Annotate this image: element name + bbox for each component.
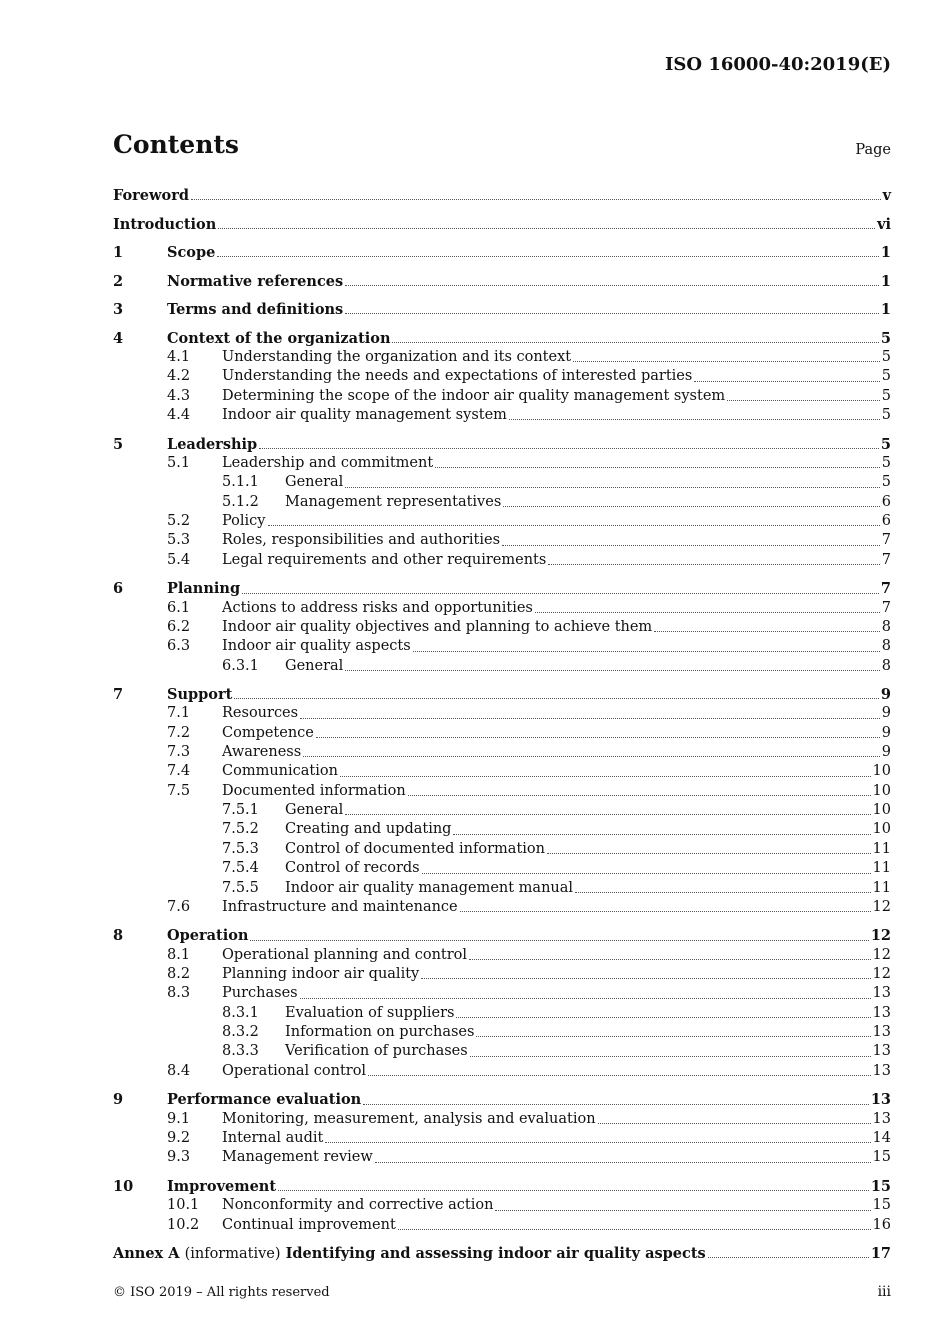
toc-entry[interactable]: [113, 637, 891, 656]
dot-leader: [694, 380, 879, 382]
toc-entry[interactable]: [113, 1129, 891, 1148]
dot-leader: [470, 1055, 871, 1057]
toc-entry-number: 7.5: [167, 782, 191, 799]
dot-leader: [345, 284, 879, 286]
toc-entry-page: 9: [880, 686, 891, 704]
toc-entry-page: 1: [880, 272, 891, 290]
toc-entry[interactable]: [113, 579, 891, 598]
toc-entry-number: 8.3.1: [222, 1004, 259, 1021]
toc-entry-title: Terms and definitions: [167, 301, 344, 319]
toc-entry[interactable]: [113, 898, 891, 917]
toc-entry-page: 11: [872, 840, 891, 857]
toc-entry-title: Management representatives: [285, 493, 502, 510]
dot-leader: [502, 544, 880, 546]
toc-entry-page: 1: [880, 301, 891, 319]
toc-entry[interactable]: [113, 300, 891, 319]
toc-entry-page: 11: [872, 879, 891, 896]
toc-entry-number: 6.3: [167, 638, 191, 655]
toc-entry-title: Resources: [222, 705, 299, 722]
toc-entry-number: 9.1: [167, 1110, 191, 1127]
toc-entry-title: Operation: [167, 927, 249, 945]
toc-entry-number: 8.4: [167, 1062, 191, 1079]
toc-entry[interactable]: [113, 762, 891, 781]
toc-entry[interactable]: [113, 1148, 891, 1167]
toc-entry-title: Nonconformity and corrective action: [222, 1197, 494, 1214]
dot-leader: [345, 813, 870, 815]
toc-entry-title: Planning: [167, 580, 241, 598]
toc-entry-annex[interactable]: [113, 1244, 891, 1263]
contents-heading: Contents: [113, 130, 240, 159]
toc-entry[interactable]: [113, 965, 891, 984]
dot-leader: [509, 418, 880, 420]
toc-entry[interactable]: [113, 186, 891, 205]
toc-entry-title: Information on purchases: [285, 1024, 475, 1041]
dot-leader: [392, 341, 878, 343]
toc-entry[interactable]: [113, 599, 891, 618]
toc-entry-page: 10: [872, 782, 891, 799]
toc-entry-number: 5: [113, 435, 124, 453]
toc-entry-page: 5: [881, 368, 891, 385]
dot-leader: [495, 1209, 870, 1211]
dot-leader: [191, 198, 881, 200]
dot-leader: [575, 891, 871, 893]
toc-entry-page: 10: [872, 821, 891, 838]
toc-entry-page: 13: [872, 985, 891, 1002]
toc-entry-title: Planning indoor air quality: [222, 966, 420, 983]
toc-entry-page: 10: [872, 763, 891, 780]
toc-entry-number: 4: [113, 329, 124, 347]
dot-leader: [435, 466, 880, 468]
toc-entry[interactable]: [113, 473, 891, 492]
toc-entry-number: 8.2: [167, 966, 191, 983]
toc-entry-page: 12: [872, 966, 891, 983]
toc-entry-title: Leadership and commitment: [222, 454, 434, 471]
dot-leader: [368, 1074, 870, 1076]
toc-entry[interactable]: [113, 1090, 891, 1109]
toc-entry-number: 6.2: [167, 618, 191, 635]
toc-entry-page: 13: [870, 1091, 891, 1109]
table-of-contents: [113, 186, 891, 1263]
toc-entry-page: 11: [872, 860, 891, 877]
dot-leader: [548, 563, 879, 565]
toc-entry-title: Roles, responsibilities and authorities: [222, 532, 501, 549]
toc-entry-number: 8.3.3: [222, 1043, 259, 1060]
dot-leader: [598, 1122, 871, 1124]
toc-entry[interactable]: [113, 801, 891, 820]
toc-entry-number: 7.5.4: [222, 860, 259, 877]
toc-entry-title: Communication: [222, 763, 338, 780]
page-column-label: Page: [855, 142, 891, 158]
toc-entry-page: 15: [870, 1177, 891, 1195]
toc-entry-page: 8: [881, 638, 891, 655]
toc-entry-title: Leadership: [167, 435, 258, 453]
toc-entry-title: General: [285, 474, 344, 491]
toc-entry-page: 9: [881, 724, 891, 741]
toc-entry[interactable]: [113, 1216, 891, 1235]
toc-entry-page: 5: [881, 474, 891, 491]
toc-entry[interactable]: [113, 1177, 891, 1196]
dot-leader: [345, 669, 879, 671]
toc-entry-number: 5.1.2: [222, 493, 259, 510]
toc-entry[interactable]: [113, 435, 891, 454]
toc-entry-page: 5: [881, 387, 891, 404]
dot-leader: [422, 872, 871, 874]
toc-entry-page: 13: [872, 1004, 891, 1021]
toc-entry[interactable]: [113, 724, 891, 743]
toc-entry-page: v: [882, 187, 891, 204]
toc-entry-number: 4.4: [167, 407, 191, 424]
toc-entry-title: Understanding the needs and expectations of interested parties: [222, 368, 693, 385]
toc-entry[interactable]: [113, 243, 891, 262]
toc-entry[interactable]: [113, 531, 891, 550]
toc-entry-page: 13: [872, 1043, 891, 1060]
toc-entry-page: 12: [872, 946, 891, 963]
toc-entry-number: 1: [113, 244, 124, 262]
toc-entry-number: 10.2: [167, 1216, 200, 1233]
toc-entry-title: Purchases: [222, 985, 298, 1002]
toc-entry[interactable]: [113, 493, 891, 512]
toc-entry[interactable]: [113, 879, 891, 898]
toc-entry-page: 7: [881, 532, 891, 549]
toc-entry-title: Foreword: [113, 187, 189, 204]
toc-entry[interactable]: [113, 782, 891, 801]
toc-entry-title: Awareness: [222, 744, 302, 761]
toc-entry-page: 6: [881, 512, 891, 529]
toc-entry-page: 1: [880, 244, 891, 262]
dot-leader: [476, 1035, 870, 1037]
toc-entry-title: Policy: [222, 512, 266, 529]
toc-entry-page: 12: [872, 898, 891, 915]
annex-label: Annex A: [113, 1245, 180, 1263]
toc-entry-number: 5.1: [167, 454, 191, 471]
toc-entry-title: General: [285, 657, 344, 674]
toc-entry[interactable]: [113, 618, 891, 637]
toc-entry[interactable]: [113, 859, 891, 878]
toc-entry[interactable]: [113, 820, 891, 839]
toc-entry-title: Monitoring, measurement, analysis and evaluation: [222, 1110, 596, 1127]
toc-entry[interactable]: [113, 984, 891, 1003]
toc-entry-title: Operational planning and control: [222, 946, 468, 963]
toc-entry[interactable]: [113, 512, 891, 531]
toc-entry-number: 7.4: [167, 763, 191, 780]
dot-leader: [259, 447, 879, 449]
toc-entry-title: Context of the organization: [167, 329, 391, 347]
dot-leader: [469, 958, 870, 960]
toc-entry-page: 5: [881, 454, 891, 471]
toc-entry-title: Control of documented information: [285, 840, 545, 857]
toc-entry-page: 13: [872, 1024, 891, 1041]
toc-entry-number: 7.3: [167, 744, 191, 761]
toc-entry-title: Indoor air quality management manual: [285, 879, 574, 896]
toc-entry-number: 7: [113, 686, 124, 704]
toc-entry-title: Normative references: [167, 272, 344, 290]
toc-entry-title: Documented information: [222, 782, 406, 799]
toc-entry-page: 5: [880, 435, 891, 453]
toc-entry-title: Legal requirements and other requirements: [222, 551, 547, 568]
toc-entry-page: 15: [872, 1149, 891, 1166]
dot-leader: [654, 630, 880, 632]
dot-leader: [456, 1016, 870, 1018]
toc-entry-title: Infrastructure and maintenance: [222, 898, 458, 915]
dot-leader: [316, 736, 880, 738]
toc-entry-number: 7.6: [167, 898, 191, 915]
toc-entry[interactable]: [113, 1196, 891, 1215]
annex-title: Identifying and assessing indoor air quality aspects: [285, 1245, 706, 1263]
dot-leader: [408, 794, 871, 796]
toc-entry-title: Understanding the organization and its context: [222, 349, 572, 365]
toc-entry-number: 3: [113, 301, 124, 319]
toc-entry-number: 9.3: [167, 1149, 191, 1166]
dot-leader: [708, 1256, 869, 1258]
toc-entry-number: 6.1: [167, 599, 191, 616]
toc-entry-number: 5.1.1: [222, 474, 259, 491]
toc-entry-title: Scope: [167, 244, 216, 262]
dot-leader: [345, 486, 879, 488]
toc-entry-number: 5.2: [167, 512, 191, 529]
toc-entry-number: 4.2: [167, 368, 191, 385]
toc-entry-page: 13: [872, 1110, 891, 1127]
toc-entry-number: 7.5.5: [222, 879, 259, 896]
dot-leader: [727, 399, 880, 401]
toc-entry[interactable]: [113, 1062, 891, 1081]
dot-leader: [413, 650, 880, 652]
toc-entry-title: Actions to address risks and opportunities: [222, 599, 533, 616]
dot-leader: [421, 977, 870, 979]
toc-entry-number: 6: [113, 580, 124, 598]
toc-entry-number: 10.1: [167, 1197, 200, 1214]
dot-leader: [303, 755, 880, 757]
toc-entry-title: Improvement: [167, 1177, 277, 1195]
toc-entry-title: Indoor air quality aspects: [222, 638, 411, 655]
document-id: ISO 16000-40:2019(E): [664, 54, 891, 75]
toc-entry-page: 14: [872, 1130, 891, 1146]
toc-entry-page: 8: [881, 657, 891, 674]
dot-leader: [234, 697, 879, 699]
dot-leader: [217, 255, 879, 257]
dot-leader: [325, 1141, 870, 1143]
toc-entry-page: 5: [881, 407, 891, 424]
toc-entry[interactable]: [113, 348, 891, 367]
dot-leader: [278, 1189, 869, 1191]
toc-entry-page: 9: [881, 744, 891, 761]
dot-leader: [503, 505, 880, 507]
toc-entry-number: 4.3: [167, 387, 191, 404]
toc-entry-number: 8.3: [167, 985, 191, 1002]
toc-entry-number: 8.3.2: [222, 1024, 259, 1041]
toc-entry[interactable]: [113, 743, 891, 762]
copyright-notice: © ISO 2019 – All rights reserved: [113, 1285, 330, 1300]
dot-leader: [573, 360, 880, 362]
toc-entry-number: 7.1: [167, 705, 191, 722]
dot-leader: [547, 852, 871, 854]
toc-entry[interactable]: [113, 685, 891, 704]
toc-entry-number: 5.4: [167, 551, 191, 568]
toc-entry-title: Continual improvement: [222, 1216, 396, 1233]
toc-entry[interactable]: [113, 454, 891, 473]
toc-entry-title: Indoor air quality objectives and planning to achieve them: [222, 618, 653, 635]
dot-leader: [375, 1161, 871, 1163]
toc-entry[interactable]: [113, 1004, 891, 1023]
toc-entry-title: Operational control: [222, 1062, 367, 1079]
dot-leader: [363, 1103, 869, 1105]
dot-leader: [268, 524, 880, 526]
toc-entry-title: Indoor air quality management system: [222, 407, 507, 424]
toc-entry[interactable]: [113, 551, 891, 570]
toc-entry-page: 6: [881, 493, 891, 510]
toc-entry[interactable]: [113, 1023, 891, 1042]
dot-leader: [535, 611, 880, 613]
toc-entry-number: 8: [113, 927, 124, 945]
toc-entry-page: 10: [872, 802, 891, 819]
page-number: iii: [877, 1284, 891, 1300]
toc-entry[interactable]: [113, 657, 891, 676]
toc-entry-page: 7: [880, 580, 891, 598]
toc-entry-number: 4.1: [167, 349, 191, 365]
dot-leader: [398, 1228, 871, 1230]
toc-entry-page: 12: [870, 927, 891, 945]
toc-entry-number: 7.5.3: [222, 840, 259, 857]
dot-leader: [250, 939, 868, 941]
toc-entry[interactable]: [113, 704, 891, 723]
toc-entry-number: 9: [113, 1091, 124, 1109]
annex-informative: (informative): [184, 1246, 281, 1263]
toc-entry-title: Introduction: [113, 215, 217, 233]
toc-entry-number: 10: [113, 1177, 134, 1195]
dot-leader: [300, 717, 880, 719]
toc-entry-page: 16: [872, 1216, 891, 1233]
toc-entry[interactable]: [113, 946, 891, 965]
toc-entry-number: 8.1: [167, 946, 191, 963]
toc-entry-title: Verification of purchases: [285, 1043, 468, 1060]
toc-entry-number: 6.3.1: [222, 657, 259, 674]
toc-entry-page: 5: [880, 329, 891, 347]
toc-entry-title: Creating and updating: [285, 821, 452, 838]
toc-entry[interactable]: [113, 215, 891, 234]
toc-entry[interactable]: [113, 329, 891, 348]
toc-entry-page: 8: [881, 618, 891, 635]
toc-entry-title: Control of records: [285, 860, 420, 877]
toc-entry-page: 17: [870, 1245, 891, 1263]
dot-leader: [453, 833, 870, 835]
toc-entry-page: 5: [881, 349, 891, 365]
toc-entry-number: 7.5.2: [222, 821, 259, 838]
toc-entry-number: 2: [113, 272, 124, 290]
toc-entry-number: 5.3: [167, 532, 191, 549]
dot-leader: [340, 775, 871, 777]
toc-entry[interactable]: [113, 840, 891, 859]
toc-entry[interactable]: [113, 926, 891, 945]
toc-entry-page: 7: [881, 551, 891, 568]
toc-entry-title: Management review: [222, 1149, 373, 1166]
toc-entry-title: General: [285, 802, 344, 819]
toc-entry[interactable]: [113, 367, 891, 386]
toc-entry-number: 9.2: [167, 1130, 191, 1146]
toc-entry[interactable]: [113, 272, 891, 291]
toc-entry[interactable]: [113, 387, 891, 406]
dot-leader: [460, 910, 871, 912]
toc-entry-title: Internal audit: [222, 1130, 324, 1146]
dot-leader: [345, 312, 879, 314]
toc-entry-title: Competence: [222, 724, 314, 741]
toc-entry-page: vi: [877, 215, 891, 233]
toc-entry-number: 7.5.1: [222, 802, 259, 819]
toc-entry-number: 7.2: [167, 724, 191, 741]
toc-entry-title: Determining the scope of the indoor air quality management system: [222, 387, 726, 404]
toc-entry[interactable]: [113, 1042, 891, 1061]
toc-entry[interactable]: [113, 1110, 891, 1129]
toc-entry-title: Evaluation of suppliers: [285, 1004, 455, 1021]
toc-entry-page: 7: [881, 599, 891, 616]
toc-entry-page: 9: [881, 705, 891, 722]
toc-entry[interactable]: [113, 406, 891, 425]
dot-leader: [218, 227, 875, 229]
toc-entry-title: Performance evaluation: [167, 1091, 362, 1109]
toc-entry-page: 15: [872, 1197, 891, 1214]
dot-leader: [300, 997, 871, 999]
toc-entry-title: Support: [167, 686, 233, 704]
toc-entry-page: 13: [872, 1062, 891, 1079]
dot-leader: [242, 592, 879, 594]
